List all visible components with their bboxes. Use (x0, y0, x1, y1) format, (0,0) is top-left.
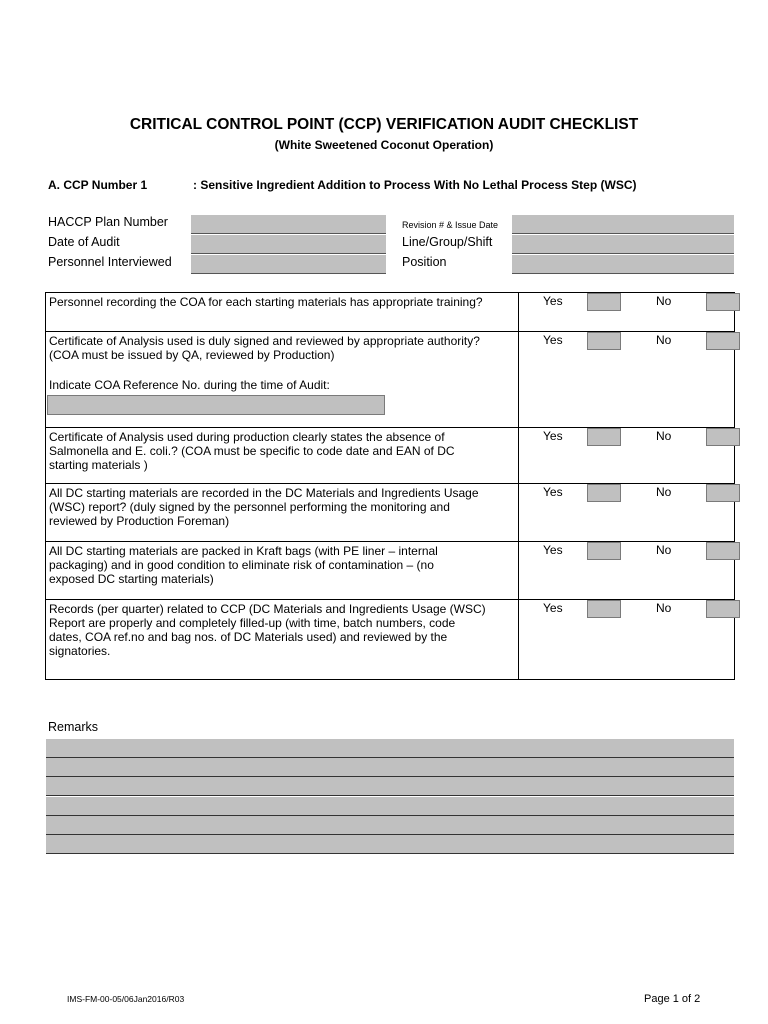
checklist-question (46, 428, 519, 484)
question-line: Salmonella and E. coli.? (COA must be specific to code date and EAN of DC (49, 444, 455, 458)
question-line: Certificate of Analysis used during production clearly states the absence of (49, 430, 445, 444)
yes-checkbox[interactable] (587, 293, 621, 311)
no-label: No (656, 543, 672, 557)
no-label: No (656, 601, 672, 615)
coa-reference-field[interactable] (47, 395, 385, 415)
document-code: IMS-FM-00-05/06Jan2016/R03 (67, 994, 185, 1004)
question-line: (COA must be issued by QA, reviewed by Production) (49, 348, 335, 362)
answer-cell (519, 542, 735, 600)
question-line: dates, COA ref.no and bag nos. of DC Materials used) and reviewed by the (49, 630, 448, 644)
question-line: reviewed by Production Foreman) (49, 514, 230, 528)
remarks-line[interactable] (46, 797, 734, 816)
no-checkbox[interactable] (706, 600, 740, 618)
position-label: Position (402, 255, 447, 269)
table-row (46, 542, 735, 600)
question-line: (WSC) report? (duly signed by the personnel performing the monitoring and (49, 500, 450, 514)
table-row (46, 600, 735, 680)
table-row (46, 332, 735, 428)
remarks-line[interactable] (46, 739, 734, 758)
checklist-question (46, 293, 519, 332)
yes-label: Yes (543, 485, 563, 499)
haccp-plan-number-label: HACCP Plan Number (48, 215, 168, 229)
no-checkbox[interactable] (706, 428, 740, 446)
no-label: No (656, 294, 672, 308)
question-line: Personnel recording the COA for each starting materials has appropriate training? (49, 295, 483, 309)
position-field[interactable] (512, 255, 734, 274)
question-line: Report are properly and completely filled-up (with time, batch numbers, code (49, 616, 456, 630)
date-of-audit-label: Date of Audit (48, 235, 120, 249)
checklist-question (46, 600, 519, 680)
checklist-question (46, 542, 519, 600)
remarks-label: Remarks (48, 720, 99, 734)
yes-checkbox[interactable] (587, 332, 621, 350)
yes-checkbox[interactable] (587, 542, 621, 560)
question-line: All DC starting materials are packed in Kraft bags (with PE liner – internal (49, 544, 438, 558)
yes-label: Yes (543, 429, 563, 443)
question-line: Certificate of Analysis used is duly signed and reviewed by appropriate authority? (49, 334, 480, 348)
revision-issue-date-field[interactable] (512, 215, 734, 234)
coa-reference-label: Indicate COA Reference No. during the time of Audit: (49, 378, 330, 392)
page-number: Page 1 of 2 (644, 993, 701, 1005)
table-row (46, 484, 735, 542)
question-line: exposed DC starting materials) (49, 572, 214, 586)
remarks-line[interactable] (46, 777, 734, 796)
page-title: CRITICAL CONTROL POINT (CCP) VERIFICATION AUDIT CHECKLIST (129, 116, 639, 133)
yes-label: Yes (543, 601, 563, 615)
yes-label: Yes (543, 294, 563, 308)
verification-checklist-table (45, 292, 735, 680)
no-label: No (656, 333, 672, 347)
haccp-plan-number-field[interactable] (191, 215, 386, 234)
answer-cell (519, 293, 735, 332)
question-line: packaging) and in good condition to eliminate risk of contamination – (no (49, 558, 434, 572)
remarks-line[interactable] (46, 835, 734, 854)
answer-cell (519, 428, 735, 484)
line-group-shift-label: Line/Group/Shift (402, 235, 493, 249)
remarks-line[interactable] (46, 816, 734, 835)
answer-cell (519, 332, 735, 428)
no-checkbox[interactable] (706, 542, 740, 560)
question-line: All DC starting materials are recorded in the DC Materials and Ingredients Usage (49, 486, 479, 500)
page-subtitle: (White Sweetened Coconut Operation) (274, 138, 494, 152)
answer-cell (519, 600, 735, 680)
table-row (46, 428, 735, 484)
yes-label: Yes (543, 543, 563, 557)
no-checkbox[interactable] (706, 293, 740, 311)
yes-checkbox[interactable] (587, 484, 621, 502)
table-row (46, 293, 735, 332)
no-label: No (656, 429, 672, 443)
revision-issue-date-label: Revision # & Issue Date (402, 220, 499, 230)
question-line: Records (per quarter) related to CCP (DC Materials and Ingredients Usage (WSC) (49, 602, 486, 616)
yes-checkbox[interactable] (587, 600, 621, 618)
date-of-audit-field[interactable] (191, 235, 386, 254)
checklist-question (46, 332, 519, 428)
question-line: starting materials ) (49, 458, 148, 472)
yes-checkbox[interactable] (587, 428, 621, 446)
no-checkbox[interactable] (706, 332, 740, 350)
personnel-interviewed-label: Personnel Interviewed (48, 255, 172, 269)
checklist-question (46, 484, 519, 542)
no-checkbox[interactable] (706, 484, 740, 502)
answer-cell (519, 484, 735, 542)
no-label: No (656, 485, 672, 499)
line-group-shift-field[interactable] (512, 235, 734, 254)
remarks-line[interactable] (46, 758, 734, 777)
personnel-interviewed-field[interactable] (191, 255, 386, 274)
yes-label: Yes (543, 333, 563, 347)
question-line: signatories. (49, 644, 111, 658)
ccp-description: : Sensitive Ingredient Addition to Process With No Lethal Process Step (WSC) (193, 178, 637, 192)
ccp-number-label: A. CCP Number 1 (48, 178, 148, 192)
